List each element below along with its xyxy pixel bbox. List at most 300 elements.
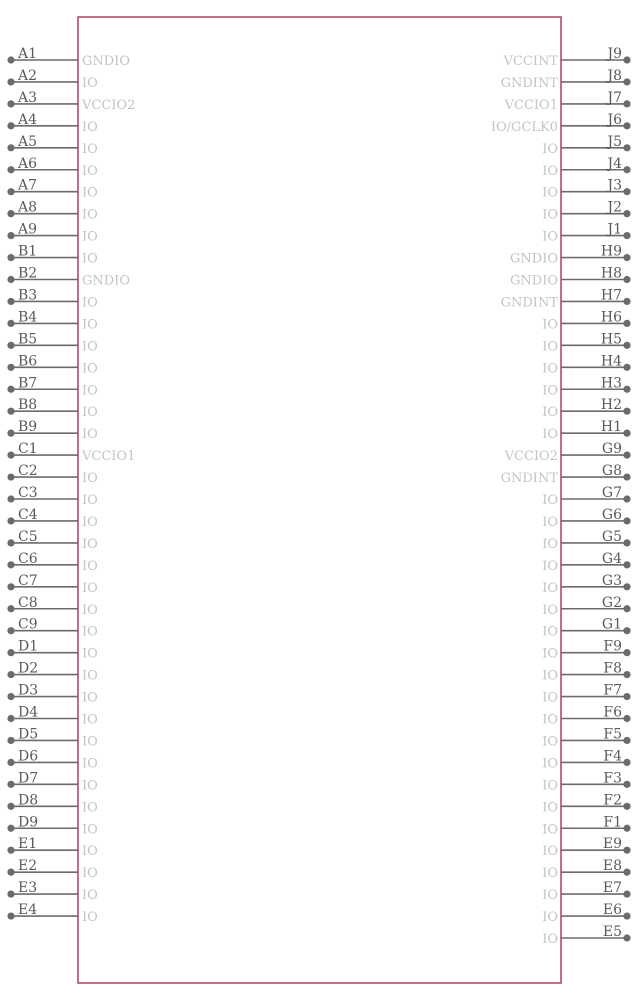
left-pin-a8 [7, 200, 97, 223]
left-pin-a5 [7, 134, 97, 157]
left-pin-e3 [7, 880, 97, 903]
pin-number: C6 [18, 550, 38, 567]
right-pin-j4 [542, 156, 630, 179]
pin-terminal-dot [7, 232, 14, 239]
pin-name: IO [82, 119, 98, 135]
pin-number: C1 [18, 441, 38, 458]
pin-terminal-dot [7, 430, 14, 437]
left-pin-c1 [7, 441, 135, 464]
left-pin-c6 [7, 551, 97, 574]
pin-number: G2 [601, 594, 622, 611]
pin-name: IO [82, 888, 98, 904]
left-pin-group [7, 46, 135, 925]
pin-number: G3 [601, 572, 622, 589]
pin-name: VCCIO1 [504, 97, 558, 113]
pin-number: F1 [603, 814, 622, 831]
pin-terminal-dot [7, 605, 14, 612]
left-pin-d1 [7, 639, 97, 662]
right-pin-g2 [542, 595, 630, 618]
pin-terminal-dot [7, 166, 14, 173]
right-pin-h8 [510, 266, 631, 289]
pin-terminal-dot [623, 869, 630, 876]
pin-number: D2 [18, 660, 39, 677]
pin-terminal-dot [7, 561, 14, 568]
pin-name: IO [542, 866, 558, 882]
pin-number: J3 [607, 177, 622, 194]
pin-terminal-dot [7, 56, 14, 63]
pin-name: IO [542, 756, 558, 772]
pin-number: A1 [18, 46, 38, 62]
pin-number: C7 [18, 572, 38, 589]
right-pin-f6 [542, 705, 630, 728]
pin-terminal-dot [7, 320, 14, 327]
left-pin-a9 [7, 222, 97, 245]
pin-number: F4 [603, 748, 622, 765]
right-pin-f7 [542, 683, 630, 706]
right-pin-j1 [542, 222, 630, 245]
pin-terminal-dot [623, 452, 630, 459]
pin-name: IO [82, 558, 98, 574]
pin-number: H1 [600, 419, 622, 436]
pin-name: IO [82, 910, 98, 926]
pin-name: IO [82, 844, 98, 860]
left-pin-d2 [7, 661, 97, 684]
left-pin-e1 [7, 836, 97, 859]
pin-terminal-dot [7, 276, 14, 283]
pin-number: B4 [18, 309, 38, 326]
pin-name: IO [82, 383, 98, 399]
pin-terminal-dot [623, 891, 630, 898]
pin-name: IO [542, 558, 558, 574]
pin-name: IO [542, 822, 558, 838]
pin-number: B2 [18, 265, 38, 282]
pin-name: IO [82, 646, 98, 662]
pin-number: E2 [18, 858, 38, 875]
pin-number: F3 [603, 770, 622, 787]
pin-number: A2 [18, 67, 38, 84]
pin-terminal-dot [623, 715, 630, 722]
pin-number: D9 [18, 814, 39, 831]
pin-name: IO [82, 536, 98, 552]
pin-name: IO [82, 141, 98, 157]
pin-number: G4 [601, 550, 622, 567]
pin-terminal-dot [623, 188, 630, 195]
pin-name: IO [542, 888, 558, 904]
pin-name: IO [82, 207, 98, 223]
pin-number: G1 [601, 616, 622, 633]
pin-number: C2 [18, 463, 38, 480]
pin-terminal-dot [623, 122, 630, 129]
pin-number: F6 [603, 704, 622, 721]
left-pin-d9 [7, 814, 97, 837]
pin-number: D5 [18, 726, 39, 743]
pin-terminal-dot [7, 693, 14, 700]
pin-name: IO [542, 844, 558, 860]
pin-name: IO [82, 361, 98, 377]
pin-number: A3 [18, 89, 38, 106]
pin-terminal-dot [623, 825, 630, 832]
pin-number: E5 [602, 924, 622, 940]
pin-terminal-dot [623, 210, 630, 217]
right-pin-j2 [542, 200, 630, 223]
pin-terminal-dot [623, 517, 630, 524]
pin-number: H8 [600, 265, 622, 282]
pin-name: IO [542, 536, 558, 552]
pin-name: IO [82, 251, 98, 267]
pin-number: G9 [601, 441, 622, 458]
pin-name: IO [542, 668, 558, 684]
pin-name: IO [542, 910, 558, 926]
right-pin-g7 [542, 485, 630, 508]
pin-name: IO [82, 712, 98, 728]
pin-terminal-dot [7, 144, 14, 151]
pin-name: IO [542, 317, 558, 333]
right-pin-j8 [501, 68, 631, 91]
pin-terminal-dot [623, 320, 630, 327]
pin-terminal-dot [7, 649, 14, 656]
pin-name: GNDIO [510, 251, 558, 267]
left-pin-c4 [7, 507, 97, 530]
left-pin-d7 [7, 770, 97, 793]
pin-number: D1 [18, 638, 39, 655]
pin-name: GNDIO [510, 273, 558, 289]
pin-name: IO [82, 317, 98, 333]
pin-number: E7 [602, 880, 622, 897]
pin-number: F9 [603, 638, 622, 655]
pin-terminal-dot [623, 671, 630, 678]
pin-number: C4 [18, 506, 38, 523]
right-pin-f3 [542, 770, 630, 793]
pin-number: H2 [600, 397, 622, 414]
pin-number: E4 [18, 902, 38, 919]
pin-terminal-dot [623, 583, 630, 590]
pin-number: H5 [600, 331, 622, 348]
pin-terminal-dot [7, 298, 14, 305]
pin-terminal-dot [7, 715, 14, 722]
pin-name: IO [82, 405, 98, 421]
pin-name: VCCIO1 [82, 449, 136, 465]
pin-terminal-dot [7, 188, 14, 195]
pin-number: C9 [18, 616, 38, 633]
pin-name: IO [542, 778, 558, 794]
pin-name: GNDINT [500, 295, 558, 311]
pin-terminal-dot [623, 408, 630, 415]
pin-name: IO [542, 646, 558, 662]
left-pin-e2 [7, 858, 97, 881]
pin-name: IO [82, 339, 98, 355]
left-pin-e4 [7, 902, 97, 925]
pin-terminal-dot [7, 342, 14, 349]
pin-number: A5 [18, 133, 38, 150]
left-pin-a6 [7, 156, 97, 179]
pin-terminal-dot [623, 803, 630, 810]
pin-name: IO [82, 427, 98, 443]
left-pin-b6 [7, 353, 97, 376]
pin-name: IO [82, 580, 98, 596]
pin-number: D8 [18, 792, 39, 809]
pin-terminal-dot [7, 210, 14, 217]
pin-name: IO [542, 361, 558, 377]
pin-name: IO [82, 295, 98, 311]
pin-terminal-dot [623, 934, 630, 941]
pin-number: A7 [18, 177, 38, 194]
pin-number: J2 [607, 199, 622, 216]
pin-terminal-dot [623, 737, 630, 744]
pin-number: E6 [602, 902, 622, 919]
pin-terminal-dot [7, 781, 14, 788]
right-pin-e8 [542, 858, 630, 881]
pin-terminal-dot [7, 473, 14, 480]
right-pin-h3 [542, 375, 630, 398]
pin-number: A4 [18, 111, 38, 128]
left-pin-c3 [7, 485, 97, 508]
right-pin-g8 [501, 463, 631, 486]
left-pin-b7 [7, 375, 97, 398]
pin-terminal-dot [7, 583, 14, 590]
pin-name: IO [82, 624, 98, 640]
pin-terminal-dot [7, 408, 14, 415]
right-pin-h7 [501, 287, 631, 310]
pin-terminal-dot [623, 144, 630, 151]
pin-name: GNDINT [500, 471, 558, 487]
pin-terminal-dot [7, 386, 14, 393]
right-pin-g9 [504, 441, 631, 464]
pin-number: C8 [18, 594, 38, 611]
pin-terminal-dot [623, 100, 630, 107]
pin-number: G8 [601, 463, 622, 480]
pin-number: F5 [603, 726, 622, 743]
pin-name: IO [542, 405, 558, 421]
pin-terminal-dot [623, 605, 630, 612]
left-pin-d3 [7, 683, 97, 706]
pin-number: D7 [18, 770, 39, 787]
pin-name: IO [542, 163, 558, 179]
pin-number: J7 [607, 89, 622, 106]
left-pin-a2 [7, 68, 97, 91]
pin-terminal-dot [623, 430, 630, 437]
pin-number: F7 [603, 682, 622, 699]
pin-terminal-dot [7, 869, 14, 876]
pin-number: B8 [18, 397, 38, 414]
left-pin-a1 [7, 46, 130, 69]
pin-name: VCCIO2 [504, 449, 558, 465]
pin-terminal-dot [623, 78, 630, 85]
left-pin-a3 [7, 90, 135, 113]
right-pin-h5 [542, 331, 630, 354]
pin-terminal-dot [623, 693, 630, 700]
pin-number: J5 [607, 133, 622, 150]
pin-terminal-dot [623, 781, 630, 788]
pin-terminal-dot [623, 254, 630, 261]
left-pin-c9 [7, 617, 97, 640]
pin-name: IO [542, 800, 558, 816]
pin-number: A8 [18, 199, 38, 216]
pin-number: B1 [18, 243, 38, 260]
left-pin-b4 [7, 309, 97, 332]
pin-name: IO [542, 339, 558, 355]
pin-number: H6 [600, 309, 622, 326]
pin-number: E1 [18, 836, 38, 853]
pin-terminal-dot [7, 825, 14, 832]
left-pin-c2 [7, 463, 97, 486]
pin-terminal-dot [623, 912, 630, 919]
pin-name: GNDIO [82, 273, 130, 289]
pin-number: G6 [601, 506, 622, 523]
left-pin-b5 [7, 331, 97, 354]
pin-name: IO [542, 514, 558, 530]
pin-name: IO [82, 493, 98, 508]
right-pin-g5 [542, 529, 630, 552]
component-body [78, 17, 561, 983]
pin-name: IO [542, 141, 558, 157]
pin-number: E8 [602, 858, 622, 875]
pin-terminal-dot [623, 495, 630, 502]
right-pin-j3 [542, 178, 630, 201]
pin-number: C5 [18, 528, 38, 545]
left-pin-c7 [7, 573, 97, 596]
pin-name: IO [82, 756, 98, 772]
pin-number: H4 [600, 353, 622, 370]
pin-number: G5 [601, 528, 622, 545]
pin-name: IO [82, 471, 98, 487]
right-pin-f2 [542, 792, 630, 815]
pin-number: H9 [600, 243, 622, 260]
pin-name: IO [542, 712, 558, 728]
pin-name: IO [82, 690, 98, 706]
right-pin-f5 [542, 726, 630, 749]
pin-terminal-dot [7, 912, 14, 919]
pin-terminal-dot [623, 364, 630, 371]
pin-number: B9 [18, 419, 38, 436]
left-pin-a4 [7, 112, 97, 135]
pin-name: IO [542, 624, 558, 640]
left-pin-b1 [7, 244, 97, 267]
pin-terminal-dot [7, 254, 14, 261]
pin-number: H3 [600, 375, 622, 392]
pin-number: G7 [601, 485, 622, 501]
pin-number: J9 [607, 46, 622, 62]
pin-terminal-dot [623, 649, 630, 656]
pin-number: C3 [18, 485, 38, 501]
pin-number: F2 [603, 792, 622, 809]
left-pin-c8 [7, 595, 97, 618]
pin-name: VCCINT [503, 54, 558, 69]
left-pin-c5 [7, 529, 97, 552]
pin-name: IO [82, 75, 98, 91]
pin-terminal-dot [623, 561, 630, 568]
pin-number: B5 [18, 331, 38, 348]
pin-name: GNDINT [500, 75, 558, 91]
pin-terminal-dot [7, 78, 14, 85]
left-pin-d8 [7, 792, 97, 815]
pin-number: F8 [603, 660, 622, 677]
pin-name: VCCIO2 [82, 97, 136, 113]
pin-name: IO [82, 734, 98, 750]
pin-terminal-dot [623, 627, 630, 634]
pin-name: IO [542, 932, 558, 947]
pin-number: B3 [18, 287, 38, 304]
right-pin-e7 [542, 880, 630, 903]
pin-name: IO [542, 229, 558, 245]
left-pin-a7 [7, 178, 97, 201]
pin-name: IO [82, 602, 98, 618]
pin-terminal-dot [7, 627, 14, 634]
pin-terminal-dot [7, 539, 14, 546]
pin-name: IO [542, 185, 558, 201]
pin-number: D6 [18, 748, 39, 765]
pin-name: IO/GCLK0 [490, 119, 558, 135]
pin-terminal-dot [7, 122, 14, 129]
pin-terminal-dot [623, 847, 630, 854]
right-pin-g3 [542, 573, 630, 596]
pin-terminal-dot [623, 56, 630, 63]
right-pin-f1 [542, 814, 630, 837]
right-pin-h4 [542, 353, 630, 376]
pin-terminal-dot [7, 737, 14, 744]
right-pin-j9 [503, 46, 631, 69]
left-pin-d5 [7, 726, 97, 749]
pin-number: J1 [607, 221, 622, 238]
pin-name: IO [82, 514, 98, 530]
pin-name: IO [542, 427, 558, 443]
right-pin-f4 [542, 748, 630, 771]
right-pin-j5 [542, 134, 630, 157]
right-pin-e6 [542, 902, 630, 925]
pin-name: IO [542, 383, 558, 399]
left-pin-b8 [7, 397, 97, 420]
pin-name: IO [82, 185, 98, 201]
right-pin-h1 [542, 419, 630, 442]
pin-terminal-dot [623, 539, 630, 546]
right-pin-g1 [542, 617, 630, 640]
right-pin-j7 [504, 90, 631, 113]
pin-terminal-dot [623, 276, 630, 283]
pin-terminal-dot [7, 759, 14, 766]
pin-name: IO [82, 668, 98, 684]
right-pin-g4 [542, 551, 630, 574]
pin-number: D4 [18, 704, 39, 721]
pin-terminal-dot [623, 386, 630, 393]
pin-number: D3 [18, 682, 39, 699]
right-pin-h9 [510, 244, 631, 267]
left-pin-b3 [7, 287, 97, 310]
pin-name: IO [542, 734, 558, 750]
right-pin-e9 [542, 836, 630, 859]
pin-name: IO [82, 163, 98, 179]
left-pin-d4 [7, 705, 97, 728]
pin-terminal-dot [7, 100, 14, 107]
right-pin-g6 [542, 507, 630, 530]
pin-number: J6 [607, 111, 622, 128]
pin-number: H7 [600, 287, 622, 304]
pin-terminal-dot [623, 473, 630, 480]
pin-name: IO [82, 778, 98, 794]
pin-terminal-dot [623, 166, 630, 173]
right-pin-h6 [542, 309, 630, 332]
pin-name: IO [542, 493, 558, 508]
pin-terminal-dot [623, 298, 630, 305]
pin-terminal-dot [7, 671, 14, 678]
right-pin-h2 [542, 397, 630, 420]
pin-terminal-dot [623, 759, 630, 766]
pin-name: IO [542, 207, 558, 223]
pin-terminal-dot [7, 452, 14, 459]
pin-number: A6 [18, 155, 38, 172]
pin-name: IO [542, 580, 558, 596]
left-pin-b9 [7, 419, 97, 442]
pin-name: IO [542, 602, 558, 618]
pin-terminal-dot [7, 803, 14, 810]
